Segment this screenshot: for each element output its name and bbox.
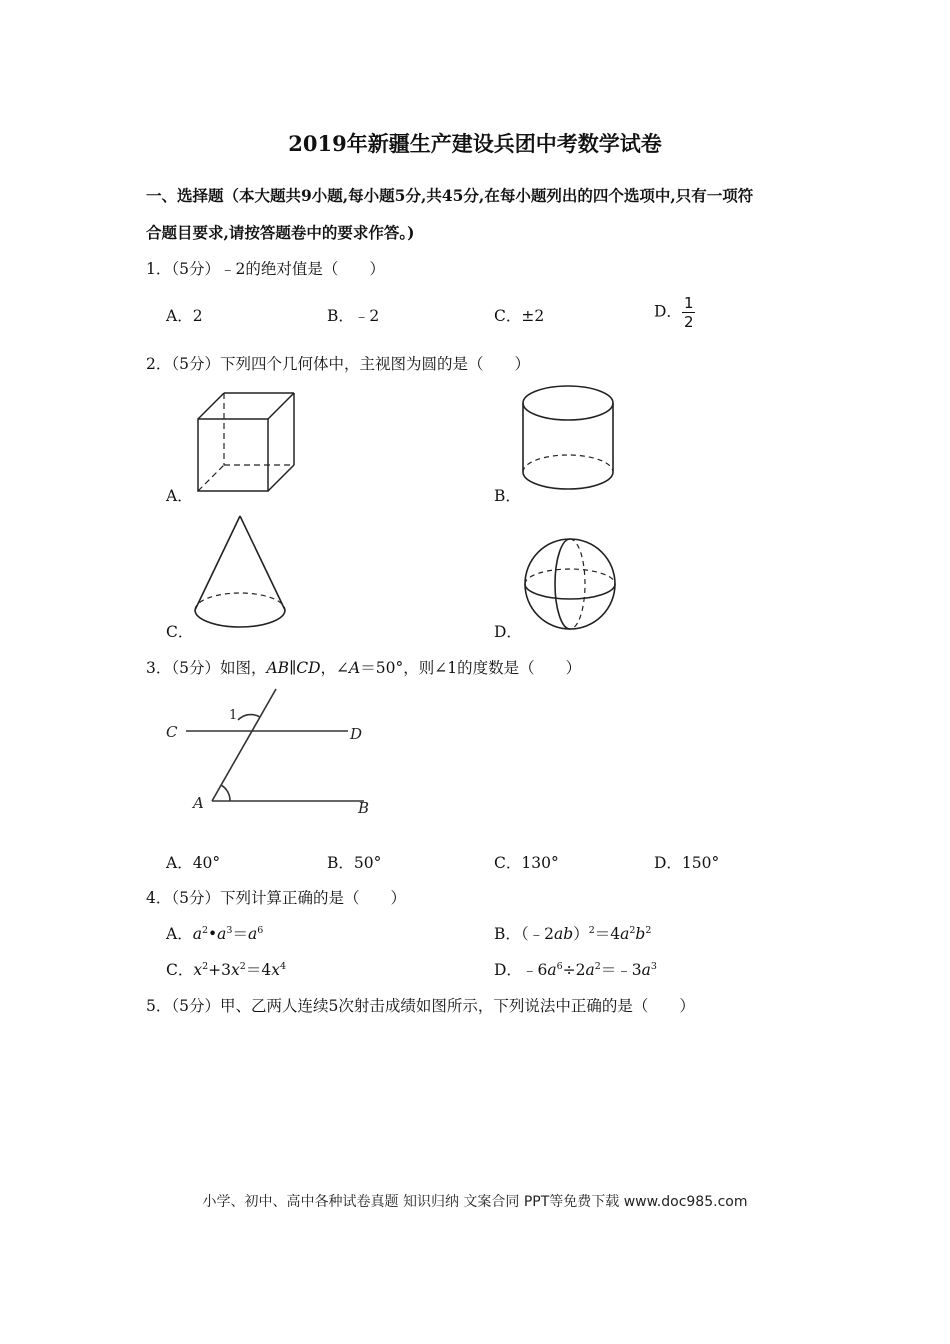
sphere-figure <box>522 536 618 632</box>
q1-option-c: C．±2 <box>494 307 545 325</box>
q1-stem: 1．（5分）﹣2的绝对值是（ ） <box>146 260 385 278</box>
q3-stem-angle: ，∠ <box>320 659 350 677</box>
q4-stem: 4．（5分）下列计算正确的是（ ） <box>146 889 406 907</box>
q2-stem: 2．（5分）下列四个几何体中，主视图为圆的是（ ） <box>146 355 530 373</box>
q4-option-b-label: B． <box>494 925 521 943</box>
q3-stem-ab: AB <box>266 659 290 677</box>
q1-option-b: B．﹣2 <box>327 307 380 325</box>
q3-stem-parallel: ∥ <box>289 659 297 677</box>
q1-option-d <box>654 294 695 331</box>
label-b: B <box>358 799 370 817</box>
q4-option-c: C．$x^2+3x^2=4x^4$ <box>166 961 286 979</box>
label-d: D <box>350 725 363 743</box>
q3-stem-rest: ＝50°，则∠1的度数是（ ） <box>360 659 582 677</box>
section-header-line1: 一、选择题（本大题共9小题,每小题5分,共45分,在每小题列出的四个选项中,只有一项符 <box>146 186 754 205</box>
q4-option-d-label: D． <box>494 961 522 979</box>
q1-option-a: A．2 <box>166 307 203 325</box>
parallel-lines-figure <box>160 685 380 820</box>
label-a: A <box>193 794 204 812</box>
fraction-denominator: 2 <box>683 313 694 331</box>
q3-stem-a: A <box>349 659 361 677</box>
q4-option-b: B．$(﹣2ab)^2=4a^2b^2$ <box>494 925 652 943</box>
q4-option-a-label: A． <box>166 925 193 943</box>
q4-option-c-label: C． <box>166 961 194 979</box>
q5-stem: 5．（5分）甲、乙两人连续5次射击成绩如图所示，下列说法中正确的是（ ） <box>146 997 695 1015</box>
q3-option-d: D．150° <box>654 854 720 872</box>
section-header-line2: 合题目要求,请按答题卷中的要求作答。) <box>146 223 415 242</box>
cube-figure <box>190 385 300 495</box>
page-title: 2019年新疆生产建设兵团中考数学试卷 <box>288 131 662 156</box>
label-angle-1: 1 <box>229 708 238 723</box>
fraction-numerator: 1 <box>683 294 694 312</box>
q1-option-d-fraction <box>682 294 696 331</box>
cone-figure <box>190 512 290 634</box>
q3-stem <box>146 656 581 678</box>
q2-option-d: D． <box>494 623 522 641</box>
cylinder-figure <box>518 380 618 500</box>
q1-option-d-label: D． <box>654 302 682 321</box>
q3-option-b: B．50° <box>327 854 382 872</box>
q3-stem-prefix: 3．（5分）如图， <box>146 659 267 677</box>
q3-option-a: A．40° <box>166 854 221 872</box>
q4-option-d: D．$﹣6a^6\div 2a^2=﹣3a^3$ <box>494 961 657 979</box>
q4-option-a: A．$a^2•a^3=a^6$ <box>166 925 264 943</box>
q2-option-c: C． <box>166 623 194 641</box>
q2-option-b: B． <box>494 487 521 505</box>
footer-text[interactable]: 小学、初中、高中各种试卷真题 知识归纳 文案合同 PPT等免费下载 www.doc985.com <box>202 1194 748 1210</box>
q3-stem-cd: CD <box>296 659 321 677</box>
q3-option-c: C．130° <box>494 854 559 872</box>
label-c: C <box>166 723 178 741</box>
q2-option-a: A． <box>166 487 193 505</box>
